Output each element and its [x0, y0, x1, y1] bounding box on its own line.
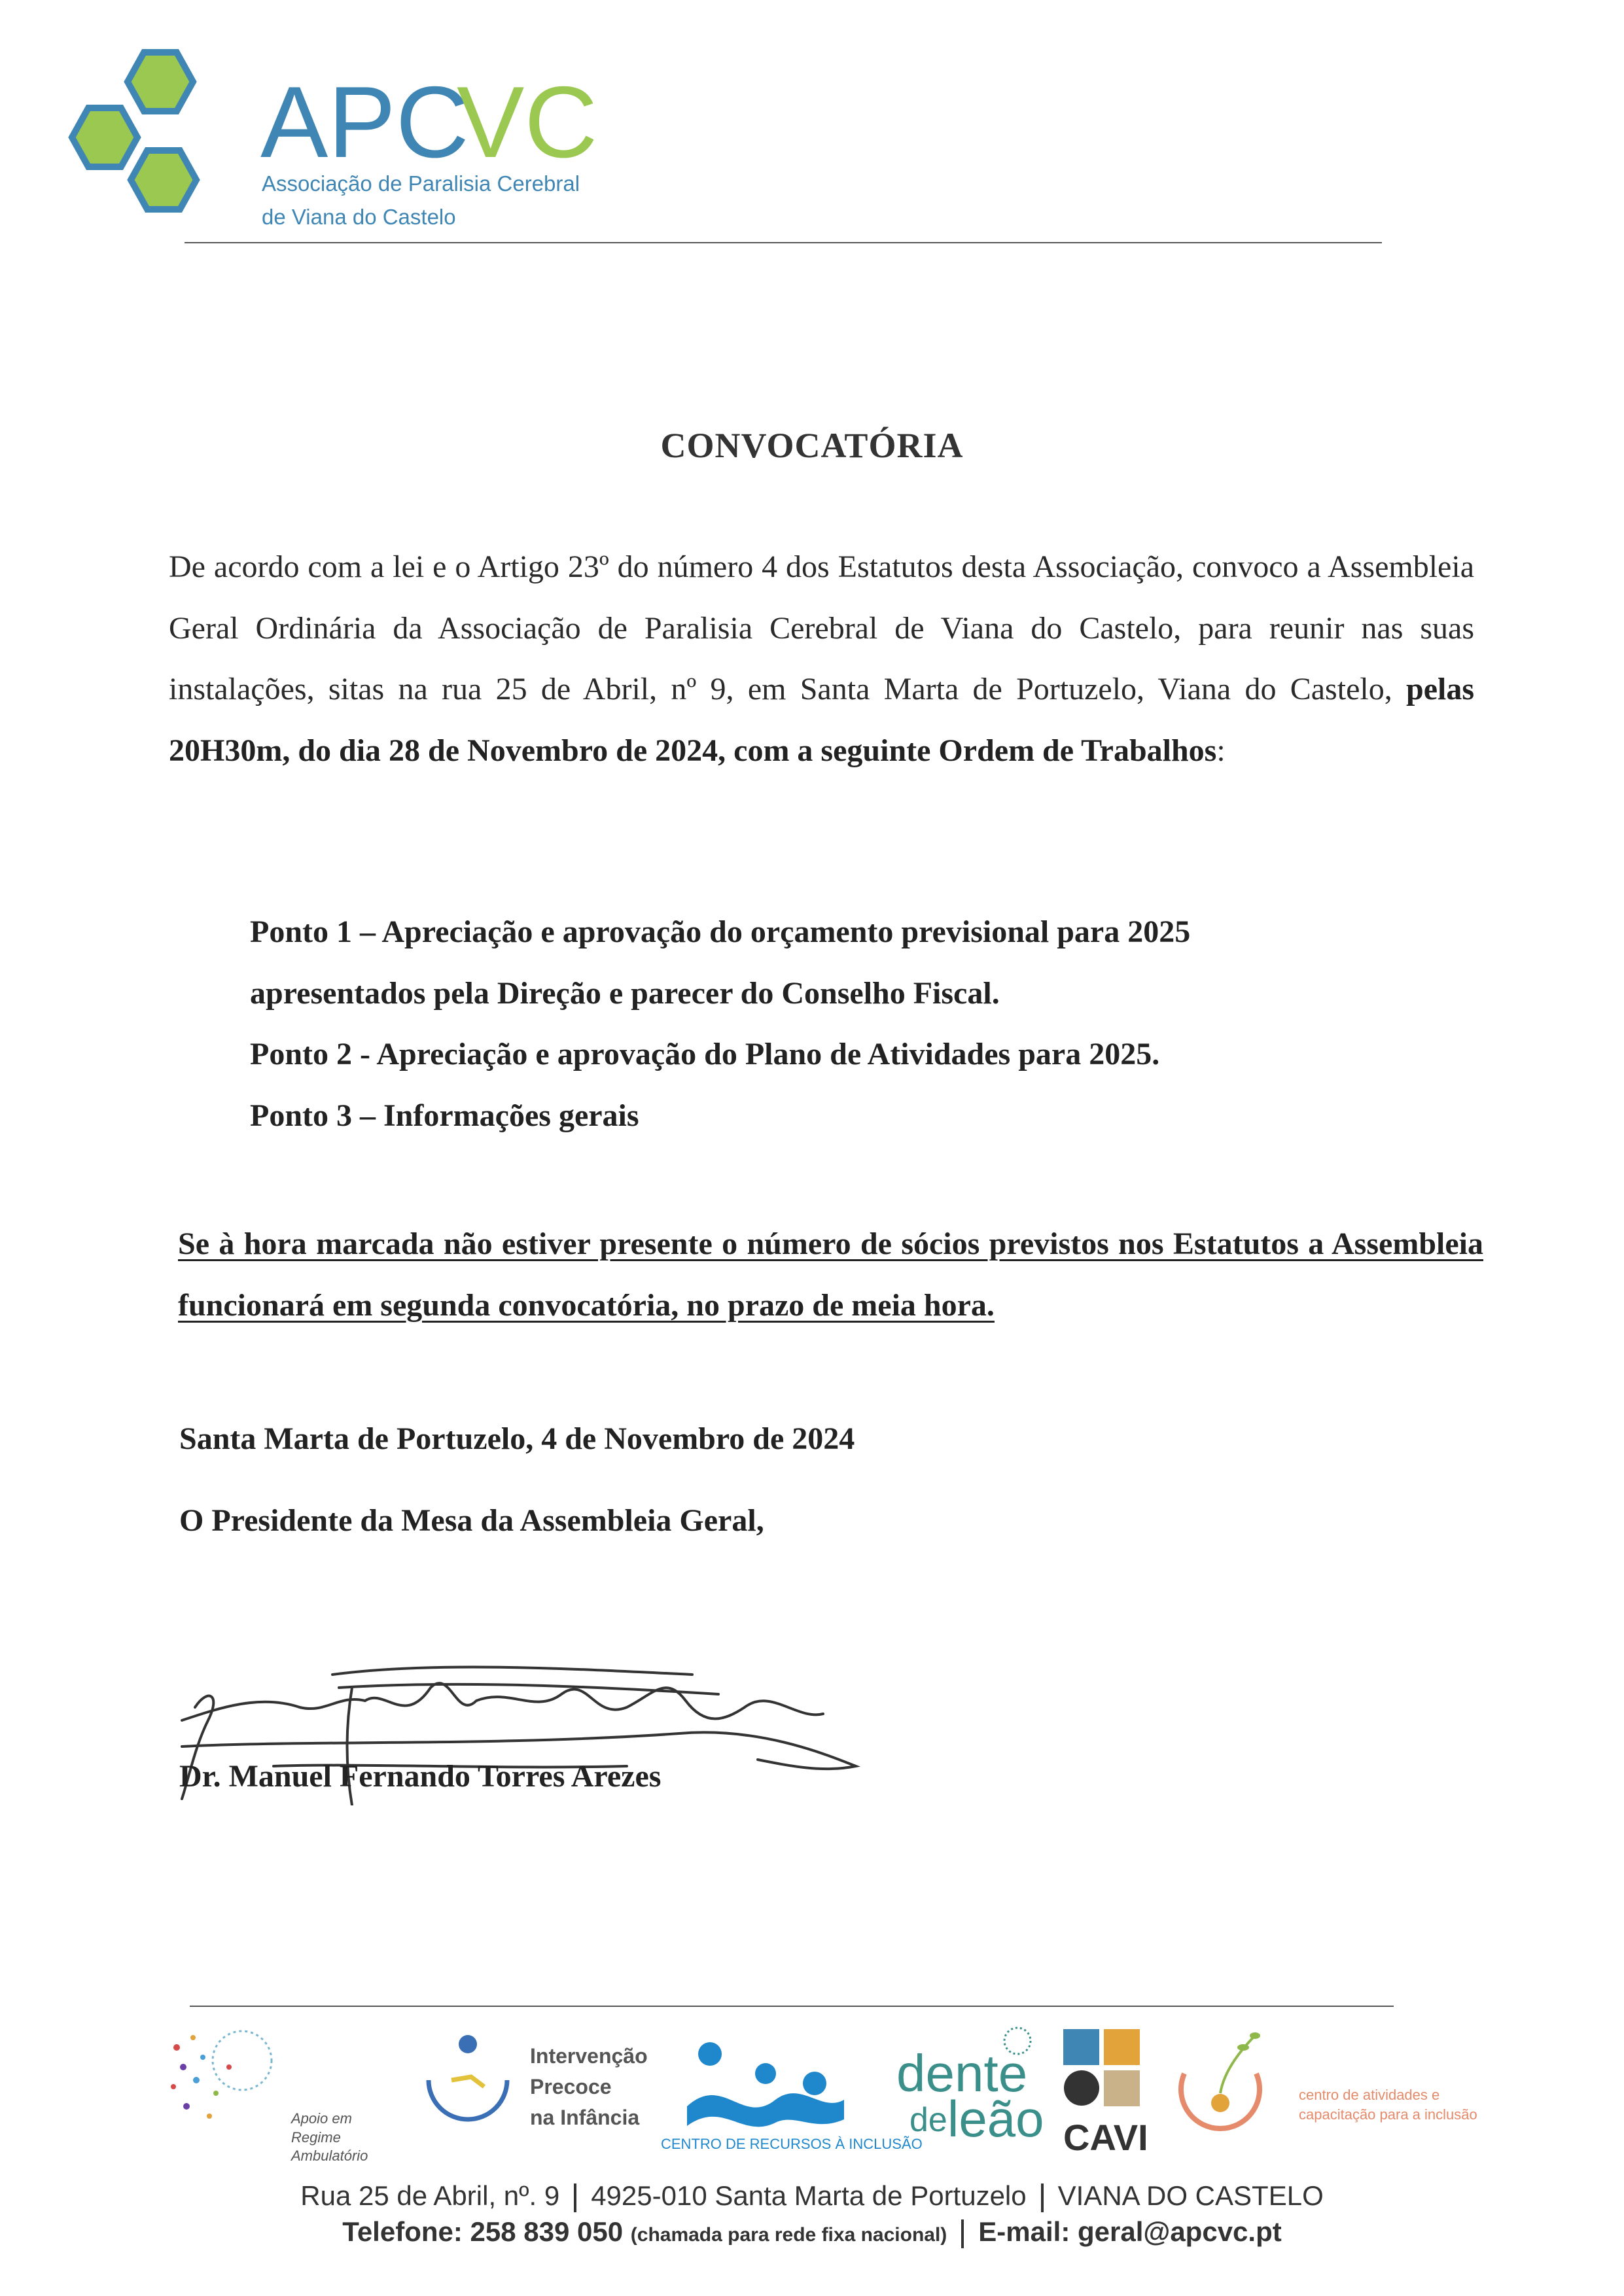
document-title: CONVOCATÓRIA: [660, 426, 964, 465]
logo-dente-line1: dente: [896, 2044, 1028, 2102]
logo-ip-line2: Precoce: [530, 2075, 612, 2098]
phone-note: (chamada para rede fixa nacional): [630, 2224, 947, 2246]
logo-ip-line3: na Infância: [530, 2106, 640, 2129]
org-name-line2: de Viana do Castelo: [262, 205, 456, 229]
crs-people-icon: [684, 2034, 847, 2132]
logo-dente-line2: de: [909, 2101, 947, 2139]
cavi-blocks-icon: [1063, 2029, 1142, 2111]
logo-text-vc: VC: [457, 65, 598, 179]
logo-crs-text: CENTRO DE RECURSOS À INCLUSÃO: [661, 2136, 923, 2152]
separator: [574, 2183, 576, 2212]
quorum-notice: Se à hora marcada não estiver presente o número de sócios previstos nos Estatutos a Assembleia funcionará em segunda convocatória, no prazo de meia hora.: [178, 1226, 1483, 1323]
intro-paragraph: [169, 536, 1474, 781]
logo-apoio-text: Apoio em Regime Ambulatório: [291, 2110, 368, 2165]
place-date: Santa Marta de Portuzelo, 4 de Novembro de 2024: [179, 1421, 855, 1456]
agenda-item-1-line1: Ponto 1 – Apreciação e aprovação do orçamento previsional para 2025: [250, 914, 1191, 949]
address-street: Rua 25 de Abril, nº. 9: [300, 2180, 560, 2211]
intro-plain: De acordo com a lei e o Artigo 23º do número 4 dos Estatutos desta Associação, convoco a Assembleia Geral Ordinária da Associação de Paralisia Cerebral de Viana do Castelo, para reunir nas suas instalações, sitas na rua 25 de Abril, nº 9, em Santa Marta de Portuzelo, Viana do Castelo,: [169, 549, 1474, 707]
growth-circle-icon: [1165, 2021, 1269, 2146]
separator: [961, 2219, 964, 2248]
org-name-line1: Associação de Paralisia Cerebral: [262, 171, 580, 196]
intro-bold: pelas 20H30m, do dia 28 de Novembro de 2024, com a seguinte Ordem de Trabalhos: [169, 672, 1475, 768]
logo-dente-line3: leão: [947, 2090, 1044, 2148]
hexagon-cluster-icon: [72, 52, 196, 209]
header-divider: [185, 242, 1382, 243]
logo-text-apc: APC: [260, 65, 469, 179]
email[interactable]: E-mail: geral@apcvc.pt: [978, 2216, 1282, 2247]
apoio-dots-icon: [164, 2028, 275, 2152]
agenda-item-1-line2: apresentados pela Direção e parecer do Conselho Fiscal.: [250, 976, 1000, 1011]
intervencao-precoce-icon: [419, 2028, 517, 2139]
footer-divider: [190, 2006, 1394, 2007]
phone: Telefone: 258 839 050: [342, 2216, 624, 2247]
separator: [1041, 2183, 1044, 2212]
partner-logos: [164, 2021, 1538, 2172]
footer-contact: [0, 2216, 1624, 2248]
logo-cavi-desc-line2: capacitação para a inclusão: [1299, 2106, 1477, 2123]
agenda-item-2: Ponto 2 - Apreciação e aprovação do Plano de Atividades para 2025.: [250, 1037, 1160, 1071]
footer-address: [0, 2180, 1624, 2212]
logo-ip-line1: Intervenção: [530, 2044, 648, 2068]
intro-end: :: [1216, 733, 1226, 768]
signer-name: Dr. Manuel Fernando Torres Arezes: [179, 1759, 662, 1794]
address-city: VIANA DO CASTELO: [1057, 2180, 1324, 2211]
logo-cavi-text: CAVI: [1063, 2117, 1148, 2158]
address-postal: 4925-010 Santa Marta de Portuzelo: [591, 2180, 1027, 2211]
agenda-item-3: Ponto 3 – Informações gerais: [250, 1098, 639, 1133]
logo-cavi-desc-line1: centro de atividades e: [1299, 2087, 1440, 2103]
signer-role: O Presidente da Mesa da Assembleia Geral,: [179, 1503, 764, 1538]
